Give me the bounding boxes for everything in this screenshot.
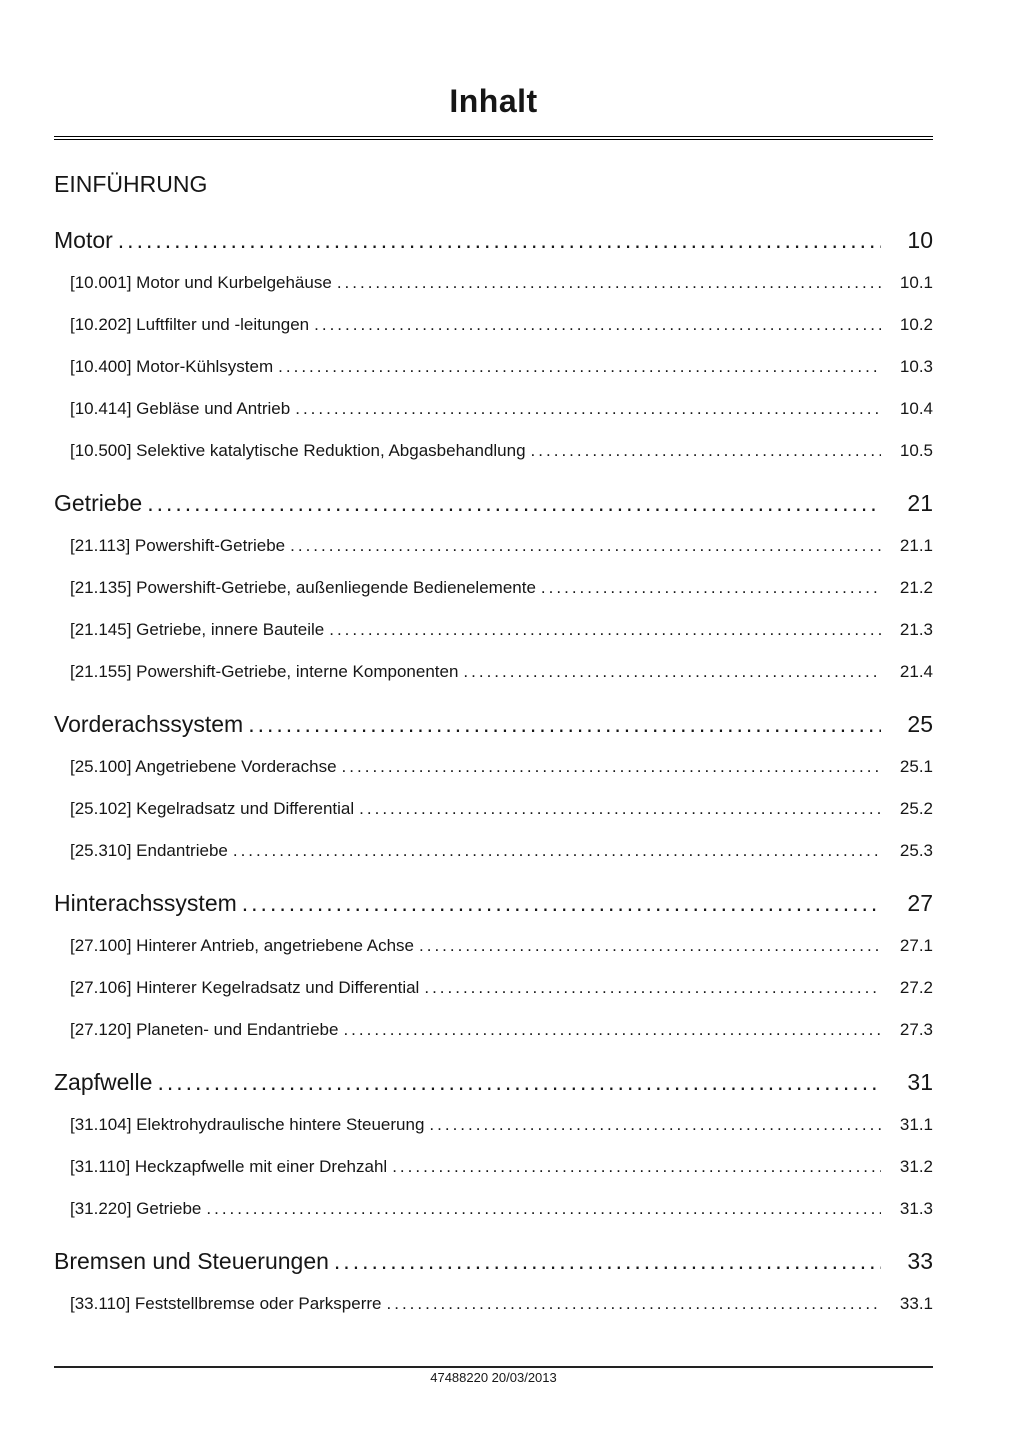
toc-entry-row[interactable] [54,440,933,461]
toc-entry-row[interactable] [54,577,933,598]
toc-entry-row[interactable] [54,356,933,377]
page-title: Inhalt [449,83,538,119]
toc-section-label: Bremsen und Steuerungen [54,1248,329,1274]
toc-entry-label: [10.414] Gebläse und Antrieb [70,399,291,418]
toc-entry-row[interactable] [54,1156,933,1177]
toc-section-page-number: 31 [907,1069,933,1095]
toc-section-page-number: 33 [907,1248,933,1274]
toc-section-row[interactable] [54,1247,933,1275]
dot-leader [343,1019,881,1040]
toc-entry-row[interactable] [54,840,933,861]
toc-entry-row[interactable] [54,661,933,682]
toc-entry-page-number: 21.4 [899,662,933,681]
toc-entry-page-number: 25.2 [899,799,933,818]
toc-entry-page-number: 25.1 [899,757,933,776]
toc-section [54,226,933,461]
toc-entry-label: [25.310] Endantriebe [70,841,228,860]
toc-section-row[interactable] [54,489,933,517]
toc-section-row[interactable] [54,226,933,254]
toc-section-label: Vorderachssystem [54,711,244,737]
toc-entry-page-number: 10.1 [899,273,933,292]
dot-leader [295,398,881,419]
toc-section [54,889,933,1040]
dot-leader [329,619,881,640]
toc-section-row[interactable] [54,889,933,917]
toc-section-label: Hinterachssystem [54,890,237,916]
dot-leader [337,272,881,293]
toc-entry-row[interactable] [54,535,933,556]
toc-entry-label: [21.135] Powershift-Getriebe, außenliegende Bedienelemente [70,578,536,597]
dot-leader [242,889,881,917]
toc-entry-row[interactable] [54,1293,933,1314]
toc-entry-label: [31.220] Getriebe [70,1199,202,1218]
dot-leader [424,977,881,998]
toc-entry-label: [27.106] Hinterer Kegelradsatz und Differential [70,978,420,997]
toc-section-row[interactable] [54,1068,933,1096]
toc-entry-row[interactable] [54,756,933,777]
page-footer [54,1366,933,1386]
toc-entry-row[interactable] [54,1019,933,1040]
toc-entry-row[interactable] [54,314,933,335]
toc-entry-page-number: 10.5 [899,441,933,460]
dot-leader [359,798,881,819]
toc-entry-page-number: 27.1 [899,936,933,955]
dot-leader [541,577,881,598]
toc-entry-page-number: 31.2 [899,1157,933,1176]
toc-entry-label: [27.100] Hinterer Antrieb, angetriebene Achse [70,936,415,955]
dot-leader [157,1068,881,1096]
toc-entry-page-number: 10.2 [899,315,933,334]
toc-entry-row[interactable] [54,977,933,998]
dot-leader [290,535,881,556]
toc-entry-page-number: 10.3 [899,357,933,376]
toc-section [54,710,933,861]
toc-section-page-number: 27 [907,890,933,916]
toc-section [54,489,933,682]
toc-entry-label: [10.202] Luftfilter und -leitungen [70,315,310,334]
toc-entry-page-number: 27.3 [899,1020,933,1039]
toc-entry-label: [33.110] Feststellbremse oder Parksperre [70,1294,382,1313]
table-of-contents [54,226,933,1314]
dot-leader [248,710,881,738]
toc-section-label: Motor [54,227,113,253]
toc-entry-row[interactable] [54,619,933,640]
intro-heading: EINFÜHRUNG [54,171,208,197]
dot-leader [392,1156,881,1177]
toc-entry-label: [10.001] Motor und Kurbelgehäuse [70,273,332,292]
dot-leader [206,1198,881,1219]
toc-entry-label: [25.100] Angetriebene Vorderachse [70,757,337,776]
dot-leader [314,314,881,335]
dot-leader [463,661,881,682]
toc-entry-page-number: 21.3 [899,620,933,639]
toc-section-page-number: 10 [907,227,933,253]
toc-entry-page-number: 33.1 [899,1294,933,1313]
toc-entry-row[interactable] [54,798,933,819]
toc-entry-page-number: 21.1 [899,536,933,555]
toc-entry-label: [25.102] Kegelradsatz und Differential [70,799,355,818]
toc-entry-page-number: 31.1 [899,1115,933,1134]
toc-entry-row[interactable] [54,1114,933,1135]
toc-section-page-number: 21 [907,490,933,516]
toc-entry-label: [21.113] Powershift-Getriebe [70,536,286,555]
footer-text: 47488220 20/03/2013 [430,1370,557,1385]
dot-leader [387,1293,882,1314]
toc-entry-label: [21.145] Getriebe, innere Bauteile [70,620,325,639]
dot-leader [233,840,881,861]
toc-section-row[interactable] [54,710,933,738]
dot-leader [429,1114,881,1135]
title-rule [54,136,933,140]
toc-entry-label: [10.500] Selektive katalytische Reduktion, Abgasbehandlung [70,441,526,460]
toc-entry-page-number: 25.3 [899,841,933,860]
toc-entry-label: [27.120] Planeten- und Endantriebe [70,1020,339,1039]
dot-leader [147,489,881,517]
toc-entry-page-number: 27.2 [899,978,933,997]
dot-leader [531,440,881,461]
toc-entry-row[interactable] [54,935,933,956]
toc-section [54,1247,933,1314]
toc-section [54,1068,933,1219]
toc-entry-label: [10.400] Motor-Kühlsystem [70,357,274,376]
dot-leader [118,226,881,254]
toc-entry-row[interactable] [54,398,933,419]
footer-rule [54,1366,933,1368]
dot-leader [342,756,881,777]
toc-entry-page-number: 21.2 [899,578,933,597]
toc-entry-page-number: 10.4 [899,399,933,418]
toc-entry-page-number: 31.3 [899,1199,933,1218]
toc-entry-row[interactable] [54,272,933,293]
dot-leader [334,1247,881,1275]
dot-leader [278,356,881,377]
toc-entry-label: [31.104] Elektrohydraulische hintere Steuerung [70,1115,425,1134]
toc-entry-row[interactable] [54,1198,933,1219]
toc-section-label: Zapfwelle [54,1069,153,1095]
toc-section-label: Getriebe [54,490,143,516]
toc-entry-label: [21.155] Powershift-Getriebe, interne Komponenten [70,662,459,681]
dot-leader [419,935,881,956]
toc-section-page-number: 25 [907,711,933,737]
toc-entry-label: [31.110] Heckzapfwelle mit einer Drehzahl [70,1157,388,1176]
